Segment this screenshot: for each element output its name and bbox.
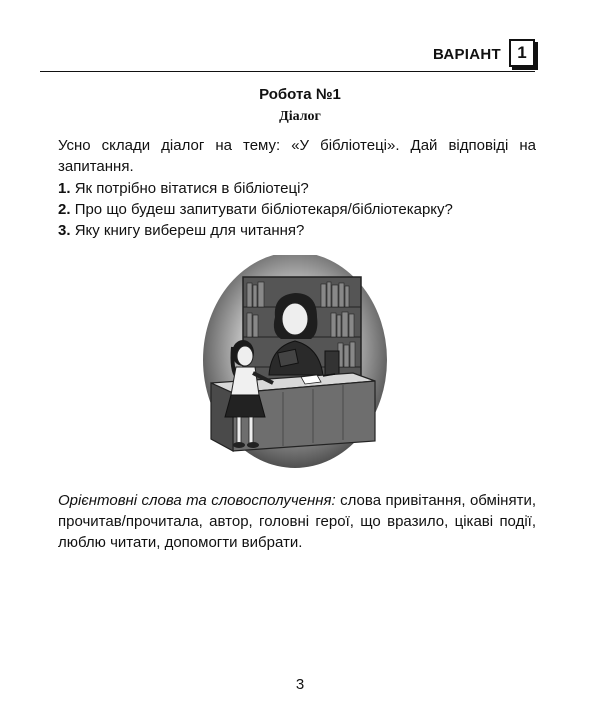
question-number: 3. <box>58 222 71 239</box>
assignment-title: Робота №1 <box>259 86 341 103</box>
hint-paragraph <box>58 490 536 553</box>
variant-label: ВАРІАНТ <box>432 46 501 63</box>
page-header <box>40 36 535 72</box>
question-item <box>58 199 536 220</box>
hint-text: слова привітання, обміняти, прочитав/прочитала, автор, головні герої, що вразило, цікаві події, люблю читати, допомогти вибрати. <box>58 492 537 551</box>
library-scene-illustration <box>203 255 388 470</box>
assignment-subtitle: Діалог <box>279 109 321 124</box>
question-item <box>58 220 536 241</box>
question-number: 2. <box>58 201 71 218</box>
question-text: Про що будеш запитувати бібліотекаря/бібліотекарку? <box>74 201 453 218</box>
page-number: 3 <box>295 676 305 693</box>
task-intro: Усно склади діалог на тему: «У бібліотеці». Дай відповіді на запитання. <box>58 137 536 175</box>
variant-number-badge: 1 <box>509 39 535 67</box>
question-text: Яку книгу вибереш для читання? <box>74 222 305 239</box>
header-divider <box>40 71 535 72</box>
question-list <box>58 178 536 241</box>
question-number: 1. <box>58 180 71 197</box>
hint-lead: Орієнтовні слова та словосполучення: <box>58 492 336 509</box>
question-text: Як потрібно вітатися в бібліотеці? <box>74 180 309 197</box>
question-item <box>58 178 536 199</box>
